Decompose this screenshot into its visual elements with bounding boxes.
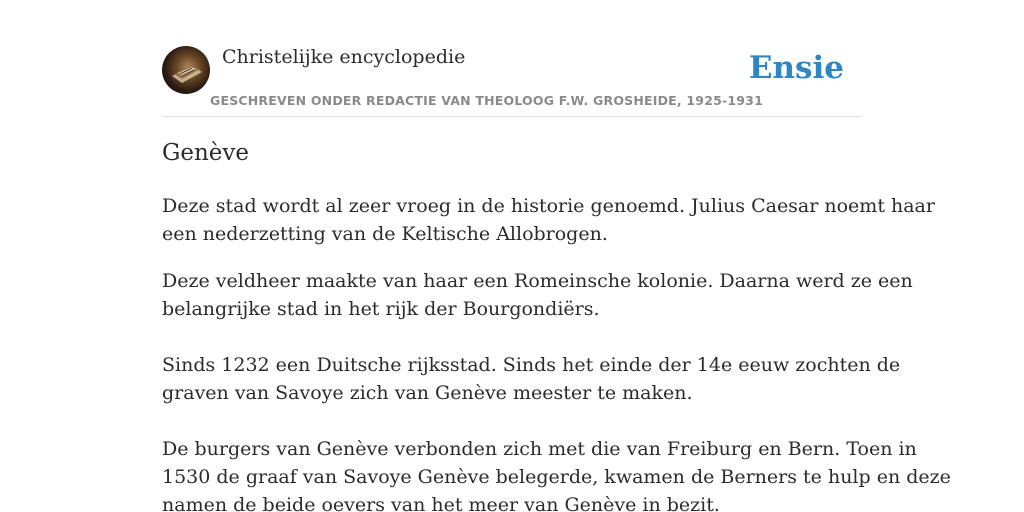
paragraph-line: 1530 de graaf van Savoye Genève belegerde, kwamen de Berners te hulp en deze (162, 466, 951, 488)
paragraph-spacer (162, 323, 862, 351)
article-body (162, 192, 951, 512)
paragraph-line: namen de beide oevers van het meer van Genève in bezit. (162, 494, 720, 512)
paragraph-spacer (162, 248, 862, 267)
paragraph-line: De burgers van Genève verbonden zich met die van Freiburg en Bern. Toen in (162, 438, 917, 460)
source-avatar[interactable] (162, 46, 210, 94)
source-subtitle: GESCHREVEN ONDER REDACTIE VAN THEOLOOG F.W. GROSHEIDE, 1925-1931 (210, 93, 763, 108)
paragraph-line: Deze stad wordt al zeer vroeg in de historie genoemd. Julius Caesar noemt haar (162, 195, 935, 217)
book-photo-icon (162, 46, 210, 94)
paragraph-line: graven van Savoye zich van Genève meester te maken. (162, 382, 693, 404)
brand-logo[interactable]: Ensie (748, 50, 844, 86)
paragraph-line: belangrijke stad in het rijk der Bourgondiërs. (162, 298, 600, 320)
paragraph-spacer (162, 407, 862, 435)
article-title: Genève (162, 140, 250, 166)
source-header (162, 46, 862, 117)
source-title[interactable]: Christelijke encyclopedie (222, 46, 466, 68)
paragraph-line: Deze veldheer maakte van haar een Romeinsche kolonie. Daarna werd ze een (162, 270, 913, 292)
paragraph-line: Sinds 1232 een Duitsche rijksstad. Sinds het einde der 14e eeuw zochten de (162, 354, 901, 376)
paragraph-line: een nederzetting van de Keltische Allobrogen. (162, 223, 608, 245)
